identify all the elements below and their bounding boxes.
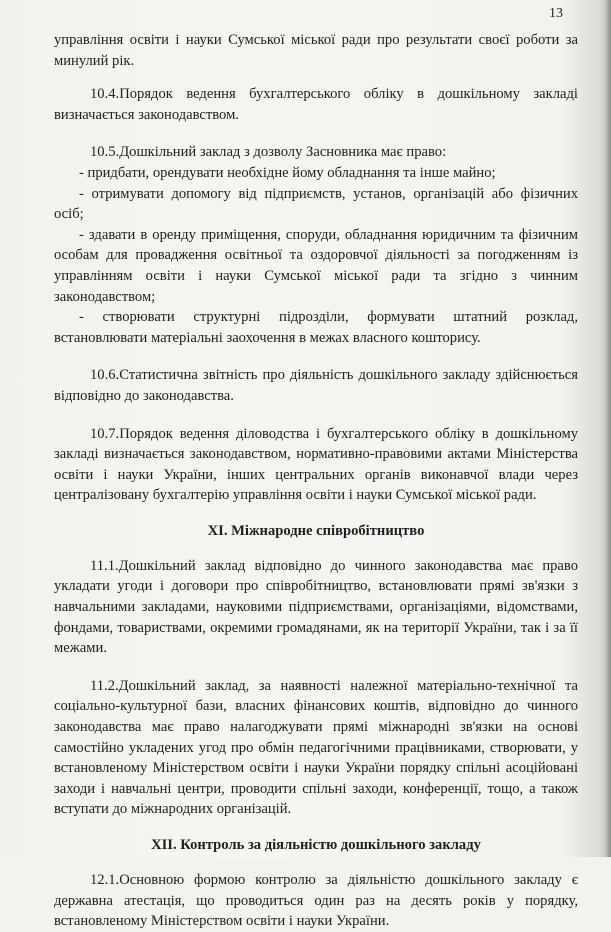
paragraph-10-5-intro: 10.5.Дошкільний заклад з дозволу Засновника має право: bbox=[90, 144, 447, 161]
page-number: 13 bbox=[549, 6, 563, 21]
paragraph-10-7: 10.7.Порядок ведення діловодства і бухгалтерського обліку в дошкільному закладі визначається законодавством, нормативно-правовими актами Міністерства освіти і науки України, інших центральних органів виконавчої влади через централізовану бухгалтерію управління освіти і науки Сумської міської ради. bbox=[54, 425, 578, 504]
paragraph-10-5-item-acquire: - придбати, орендувати необхідне йому обладнання та інше майно; bbox=[79, 164, 496, 181]
paragraph-10-5-item-assistance: - отримувати допомогу від підприємств, установ, організацій або фізичних осіб; bbox=[54, 185, 578, 223]
section-heading-xi: XI. Міжнародне співробітництво bbox=[207, 522, 425, 539]
section-heading-xii: XII. Контроль за діяльністю дошкільного закладу bbox=[151, 837, 481, 853]
paragraph-11-2: 11.2.Дошкільний заклад, за наявності належної матеріально-технічної та соціально-культурної бази, власних фінансових коштів, відповідно до чинного законодавства має право налагоджувати прямі міжнародні зв'язки на основі самостійно укладених угод про обмін педагогічними працівниками, створювати, у встановленому Міністерством освіти і науки України порядку спільні асоційовані заходи і навчальні центри, проводити спільні заходи, конференції, тощо, а також вступати до міжнародних організацій. bbox=[54, 677, 578, 818]
paragraph-10-4: 10.4.Порядок ведення бухгалтерського обліку в дошкільному закладі визначається законодавством. bbox=[54, 86, 578, 123]
paragraph-continuation: управління освіти і науки Сумської міської ради про результати своєї роботи за минулий рік. bbox=[54, 32, 578, 69]
paragraph-10-5-item-lease: - здавати в оренду приміщення, споруди, обладнання юридичним та фізичним особам для провадження освітньої та оздоровчої діяльності за погодженням із управлінням освіти і науки Сумської міської ради та згідно з чинним законодавством; bbox=[54, 226, 578, 305]
paragraph-11-1: 11.1.Дошкільний заклад відповідно до чинного законодавства має право укладати угоди і договори про співробітництво, встановлювати прямі зв'язки з навчальними закладами, науковими підприємствами, організаціями, відомствами, фондами, товариствами, окремими громадянами, як на території України, так і за її межами. bbox=[54, 557, 578, 657]
paragraph-10-5-item-structure: - створювати структурні підрозділи, формувати штатний розклад, встановлювати матеріальні заохочення в межах власного кошторису. bbox=[54, 309, 578, 346]
page-edge-shadow bbox=[605, 0, 611, 857]
paragraph-12-1: 12.1.Основною формою контролю за діяльністю дошкільного закладу є державна атестація, що проводиться один раз на десять років у порядку, встановленому Міністерством освіти і науки України. bbox=[54, 872, 578, 930]
paragraph-10-6: 10.6.Статистична звітність про діяльність дошкільного закладу здійснюється відповідно до законодавства. bbox=[54, 367, 578, 404]
document-body bbox=[54, 30, 578, 932]
